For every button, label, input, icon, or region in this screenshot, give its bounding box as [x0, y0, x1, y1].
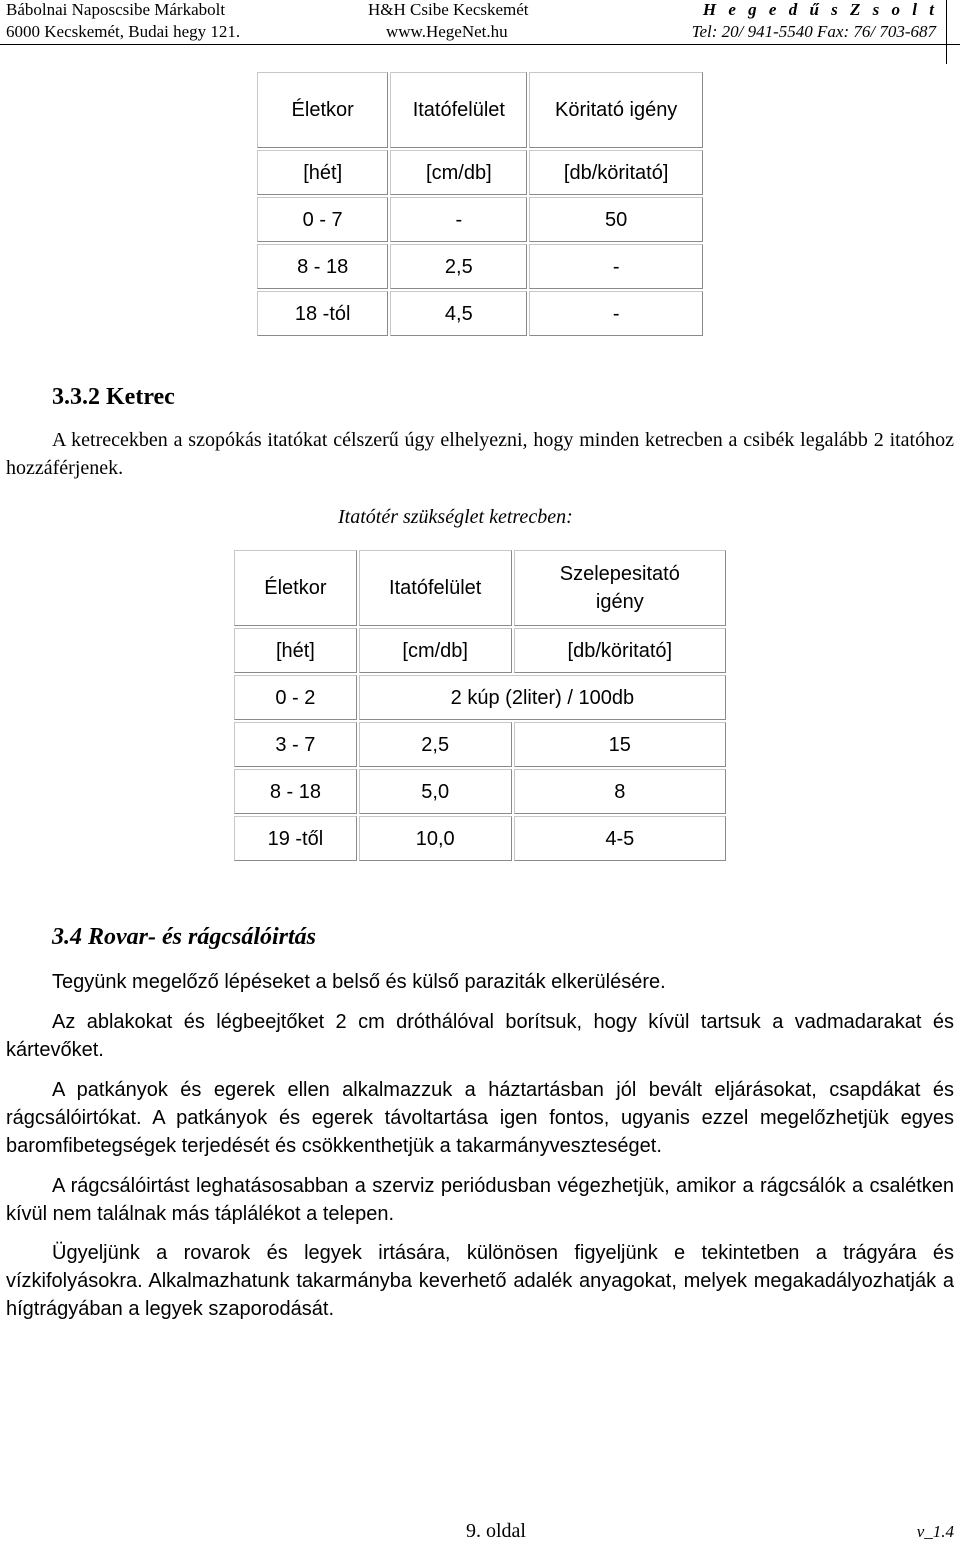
paragraph-2 [6, 1008, 954, 1064]
paragraph-text: Ügyeljünk a rovarok és legyek irtására, különösen figyeljünk e tekintetben a trágyára és vízkifolyásokra. Alkalmazhatunk takarmányba keverhető adalék anyagokat, melyek megakadályozhatják a hígtrágyában a legyek szaporodását. [6, 1242, 954, 1320]
table-header-cell: Szelepesitató igény [514, 550, 726, 626]
table-cell: 4-5 [514, 816, 726, 861]
table-cell: - [529, 244, 703, 289]
table-cell: [cm/db] [390, 150, 527, 195]
table-header-cell: Életkor [234, 550, 357, 626]
paragraph-ketrec [6, 426, 954, 482]
header-owner-name: H e g e d ű s Z s o l t [702, 0, 938, 19]
table-row [234, 675, 726, 720]
table-cell: 50 [529, 197, 703, 242]
drinker-table-cage [232, 548, 728, 863]
table-cell: 3 - 7 [234, 722, 357, 767]
table-cell: 8 - 18 [234, 769, 357, 814]
section-heading-ketrec: 3.3.2 Ketrec [52, 384, 175, 410]
paragraph-4 [6, 1172, 954, 1228]
table-cell: 4,5 [390, 291, 527, 336]
paragraph-text: A patkányok és egerek ellen alkalmazzuk a háztartásban jól bevált eljárásokat, csapdákat és rágcsálóirtókat. A patkányok és egerek távoltartása igen fontos, ugyanis ezzel megelőzhetjük egyes baromfibetegségek terjedését és csökkenthetjük a takarmányveszteséget. [6, 1079, 954, 1157]
paragraph-text: Tegyünk megelőző lépéseket a belső és külső paraziták elkerülésére. [52, 971, 666, 993]
table-cell: [hét] [234, 628, 357, 673]
table-cell: 8 - 18 [257, 244, 388, 289]
table-row [234, 769, 726, 814]
table-cell: 10,0 [359, 816, 512, 861]
table-row [257, 197, 703, 242]
table-cell: [db/köritató] [514, 628, 726, 673]
table-row [234, 722, 726, 767]
table-header-row [234, 550, 726, 626]
header-store-name: H&H Csibe Kecskemét [368, 0, 529, 19]
header-address: 6000 Kecskemét, Budai hegy 121. [6, 22, 241, 41]
header-vertical-rule [946, 0, 947, 64]
table-header-cell: Köritató igény [529, 72, 703, 148]
page-number: 9. oldal [466, 1520, 526, 1542]
table-cell: 2,5 [359, 722, 512, 767]
table-cell: - [390, 197, 527, 242]
table-cell: 0 - 2 [234, 675, 357, 720]
paragraph-5 [6, 1239, 954, 1323]
table-cell: 2,5 [390, 244, 527, 289]
drinker-table-floor [255, 70, 705, 338]
version-label: v_1.4 [916, 1522, 954, 1541]
table-cell: 5,0 [359, 769, 512, 814]
table-cell: 0 - 7 [257, 197, 388, 242]
table-cell: [hét] [257, 150, 388, 195]
table-caption: Itatótér szükséglet ketrecben: [338, 506, 573, 528]
table-units-row [234, 628, 726, 673]
table-row [234, 816, 726, 861]
paragraph-text: A ketrecekben a szopókás itatókat célszerű úgy elhelyezni, hogy minden ketrecben a csibék legalább 2 itatóhoz hozzáférjenek. [6, 429, 954, 479]
table-cell: [cm/db] [359, 628, 512, 673]
table-cell: 8 [514, 769, 726, 814]
table-row [257, 244, 703, 289]
table-cell: 18 -tól [257, 291, 388, 336]
paragraph-3 [6, 1076, 954, 1160]
table-cell: 15 [514, 722, 726, 767]
table-cell: 19 -től [234, 816, 357, 861]
section-heading-pest-control: 3.4 Rovar- és rágcsálóirtás [52, 924, 316, 950]
table-cell: [db/köritató] [529, 150, 703, 195]
table-header-cell: Életkor [257, 72, 388, 148]
header-company-name: Bábolnai Naposcsibe Márkabolt [6, 0, 226, 19]
paragraph-text: Az ablakokat és légbeejtőket 2 cm dróthálóval borítsuk, hogy kívül tartsuk a vadmadarakat és kártevőket. [6, 1011, 954, 1061]
paragraph-1 [6, 968, 954, 996]
header-phone-fax: Tel: 20/ 941-5540 Fax: 76/ 703-687 [691, 22, 936, 41]
paragraph-text: A rágcsálóirtást leghatásosabban a szerviz periódusban végezhetjük, amikor a rágcsálók a csalétken kívül nem találnak más táplálékot a telepen. [6, 1175, 954, 1225]
table-header-row [257, 72, 703, 148]
header-website: www.HegeNet.hu [386, 22, 508, 41]
table-row [257, 291, 703, 336]
table-units-row [257, 150, 703, 195]
header-divider [0, 44, 960, 45]
table-cell: - [529, 291, 703, 336]
table-header-cell: Itatófelület [359, 550, 512, 626]
table-cell: 2 kúp (2liter) / 100db [359, 675, 726, 720]
table-header-cell: Itatófelület [390, 72, 527, 148]
